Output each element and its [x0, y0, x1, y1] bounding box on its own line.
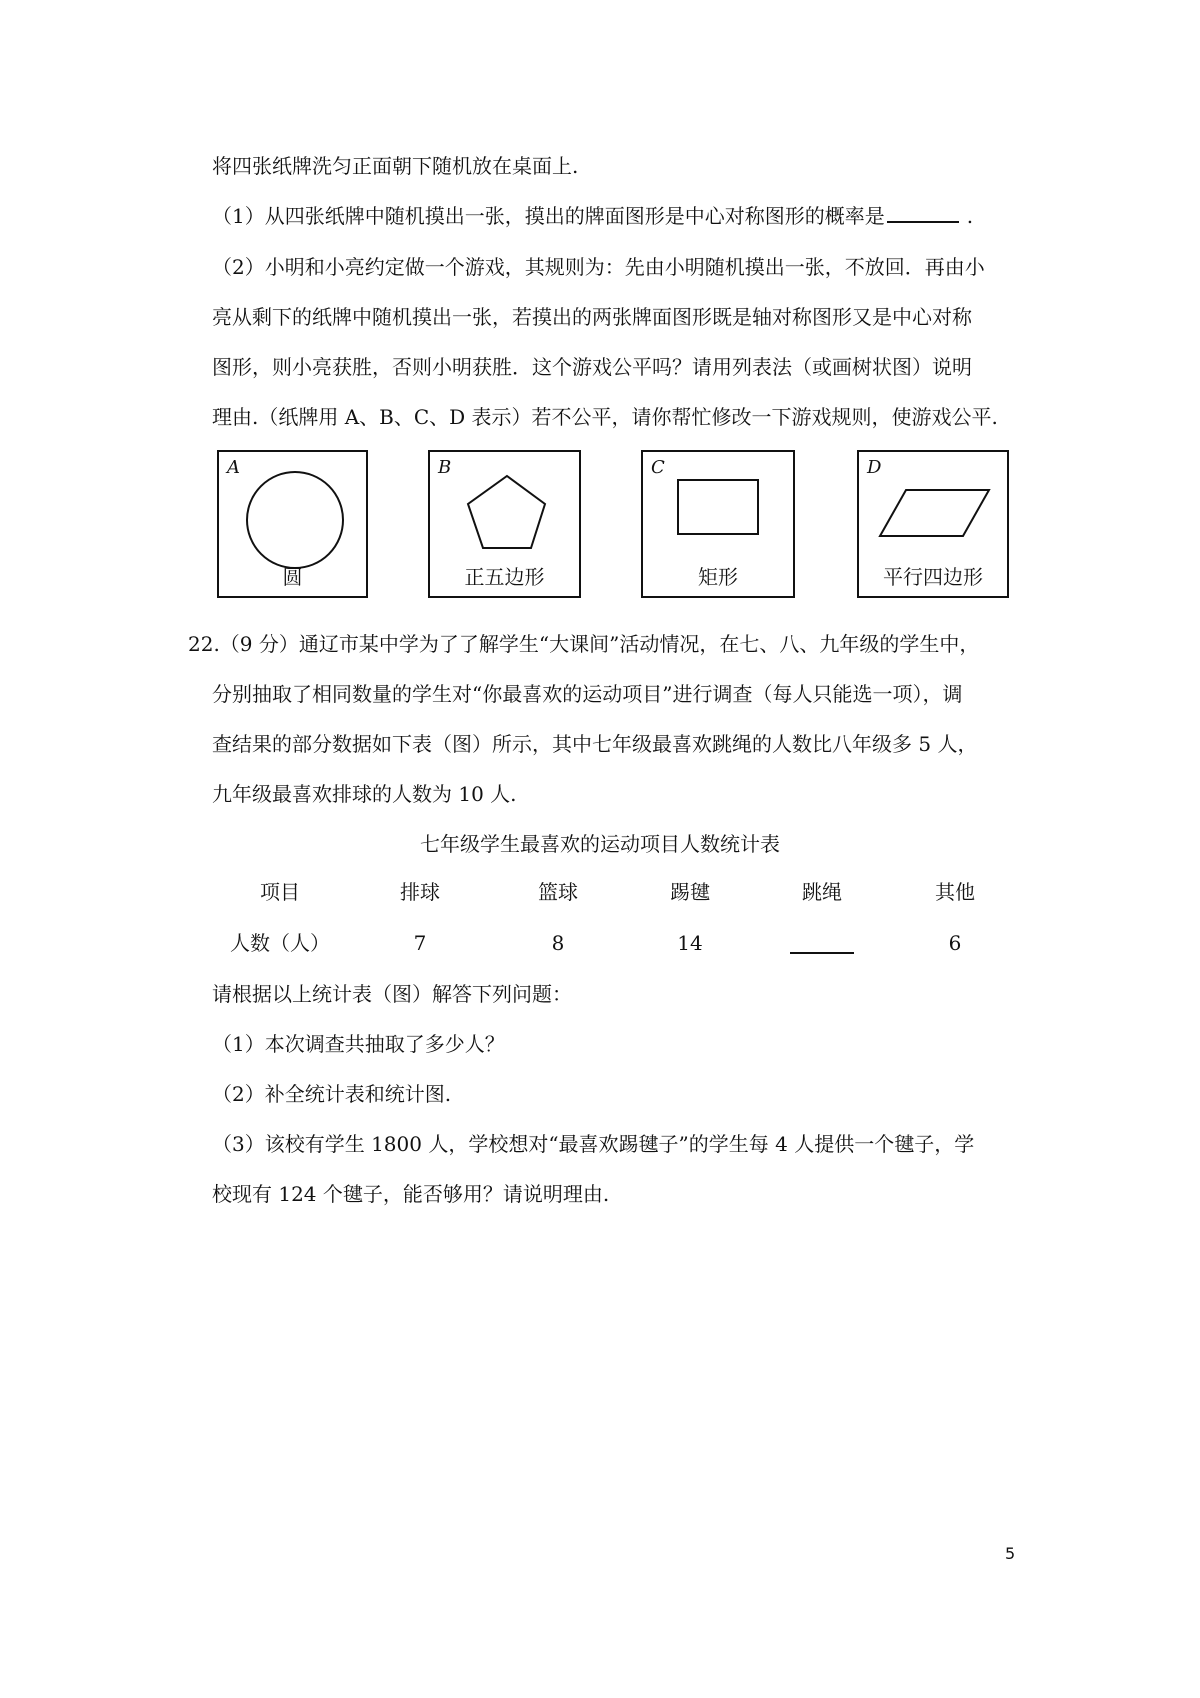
card-a [217, 450, 368, 598]
q21-intro: 将四张纸牌洗匀正面朝下随机放在桌面上. [212, 154, 579, 178]
table-cell-shuttlecock: 14 [677, 931, 703, 955]
q21-part1 [212, 201, 973, 231]
q21-part2-line3: 图形，则小亮获胜，否则小明获胜．这个游戏公平吗？请用列表法（或画树状图）说明 [212, 355, 972, 379]
card-d [857, 450, 1009, 598]
q21-part2-line1: （2）小明和小亮约定做一个游戏，其规则为：先由小明随机摸出一张，不放回．再由小 [212, 255, 985, 279]
table-title: 七年级学生最喜欢的运动项目人数统计表 [420, 832, 780, 856]
q21-part1-text: （1）从四张纸牌中随机摸出一张，摸出的牌面图形是中心对称图形的概率是 [212, 204, 885, 228]
q22-line1: 22.（9 分）通辽市某中学为了了解学生“大课间”活动情况，在七、八、九年级的学生中， [188, 632, 980, 656]
q22-line4: 九年级最喜欢排球的人数为 10 人. [212, 782, 517, 806]
card-b-caption: 正五边形 [464, 565, 545, 589]
table-cell-basketball: 8 [551, 931, 565, 955]
card-a-letter: A [227, 457, 240, 478]
q22-line2: 分别抽取了相同数量的学生对“你最喜欢的运动项目”进行调查（每人只能选一项），调 [212, 682, 963, 706]
table-header-shuttlecock: 踢毽 [670, 880, 710, 904]
q22-sub1: （1）本次调查共抽取了多少人？ [212, 1032, 505, 1056]
table-header-jump-rope: 跳绳 [802, 880, 842, 904]
card-c [641, 450, 795, 598]
table-row-label: 人数（人） [230, 931, 330, 955]
card-b-letter: B [438, 457, 452, 478]
table-cell-jump-rope-blank [790, 952, 854, 954]
table-cell-volleyball: 7 [413, 931, 427, 955]
q22-line3: 查结果的部分数据如下表（图）所示，其中七年级最喜欢跳绳的人数比八年级多 5 人， [212, 732, 978, 756]
table-header-item: 项目 [260, 880, 300, 904]
q21-part2-line2: 亮从剩下的纸牌中随机摸出一张，若摸出的两张牌面图形既是轴对称图形又是中心对称 [212, 305, 972, 329]
table-cell-other: 6 [948, 931, 962, 955]
card-d-letter: D [867, 457, 882, 478]
q22-sub3-line1: （3）该校有学生 1800 人，学校想对“最喜欢踢毽子”的学生每 4 人提供一个毽子，学 [212, 1132, 975, 1156]
q22-sub3-line2: 校现有 124 个毽子，能否够用？请说明理由. [212, 1182, 610, 1206]
q22-question: 请根据以上统计表（图）解答下列问题： [212, 982, 572, 1006]
card-d-caption: 平行四边形 [883, 565, 983, 589]
q21-part2-line4: 理由.（纸牌用 A、B、C、D 表示）若不公平，请你帮忙修改一下游戏规则，使游戏公平. [212, 405, 998, 429]
answer-blank [887, 203, 959, 223]
table-header-other: 其他 [935, 880, 975, 904]
card-b [428, 450, 581, 598]
table-header-basketball: 篮球 [538, 880, 578, 904]
card-c-caption: 矩形 [698, 565, 738, 589]
card-a-caption: 圆 [282, 565, 303, 589]
card-c-letter: C [651, 457, 665, 478]
q22-sub2: （2）补全统计表和统计图. [212, 1082, 452, 1106]
page-number: 5 [1005, 1544, 1016, 1563]
q21-part1-end: . [966, 204, 974, 228]
table-header-volleyball: 排球 [400, 880, 440, 904]
